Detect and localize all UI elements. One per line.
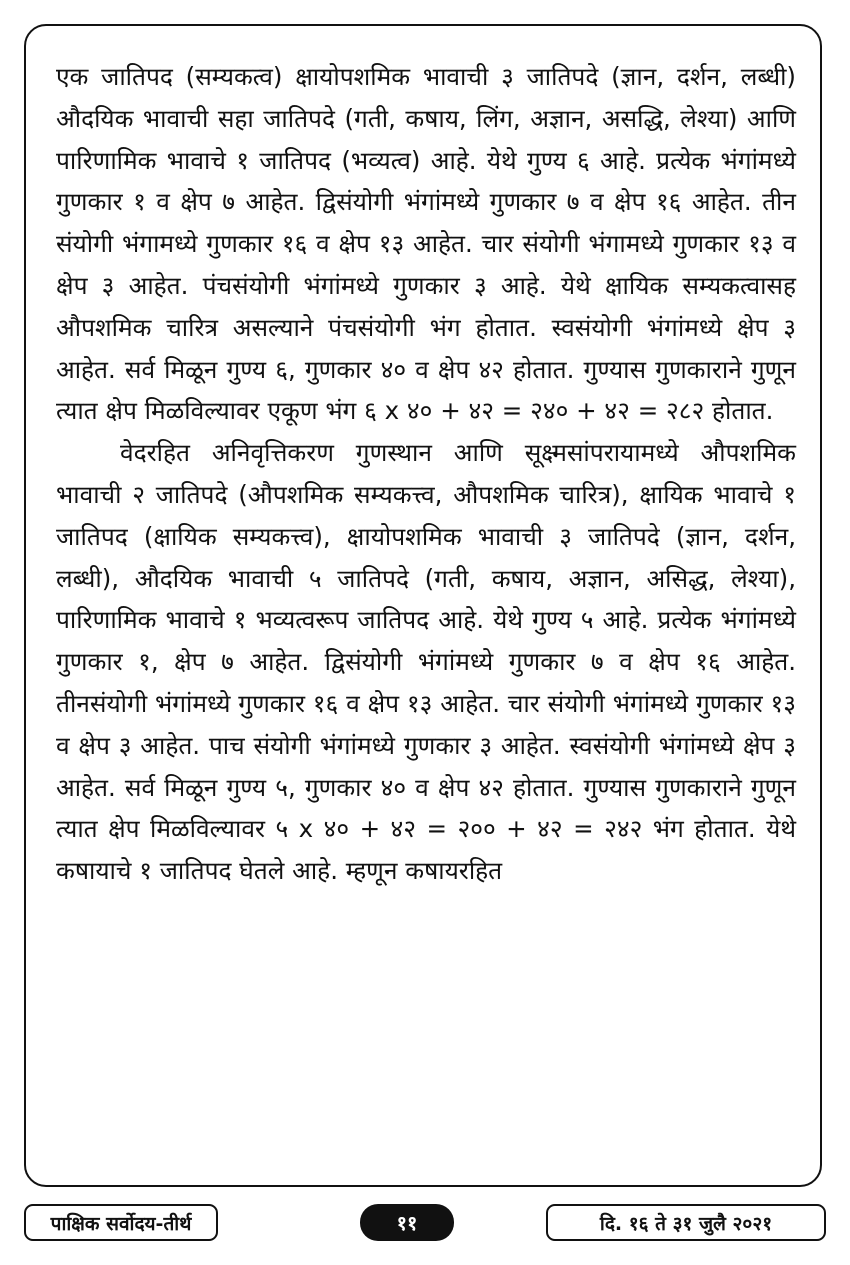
- body-text: [56, 56, 796, 892]
- paragraph-2: वेदरहित अनिवृत्तिकरण गुणस्थान आणि सूक्ष्मसांपरायामध्ये औपशमिक भावाची २ जातिपदे (औपशमिक सम्यकत्त्व, औपशमिक चारित्र), क्षायिक भावाचे १ जातिपद (क्षायिक सम्यकत्त्व), क्षायोपशमिक भावाची ३ जातिपदे (ज्ञान, दर्शन, लब्धी), औदयिक भावाची ५ जातिपदे (गती, कषाय, अज्ञान, असिद्ध, लेश्या), पारिणामिक भावाचे १ भव्यत्वरूप जातिपद आहे. येथे गुण्य ५ आहे. प्रत्येक भंगांमध्ये गुणकार १, क्षेप ७ आहेत. द्विसंयोगी भंगांमध्ये गुणकार ७ व क्षेप १६ आहेत. तीनसंयोगी भंगांमध्ये गुणकार १६ व क्षेप १३ आहेत. चार संयोगी भंगांमध्ये गुणकार १३ व क्षेप ३ आहेत. पाच संयोगी भंगांमध्ये गुणकार ३ आहेत. स्वसंयोगी भंगांमध्ये क्षेप ३ आहेत. सर्व मिळून गुण्य ५, गुणकार ४० व क्षेप ४२ होतात. गुण्यास गुणकाराने गुणून त्यात क्षेप मिळविल्यावर ५ x ४० + ४२ = २०० + ४२ = २४२ भंग होतात. येथे कषायाचे १ जातिपद घेतले आहे. म्हणून कषायरहित: [56, 438, 796, 886]
- issue-date: दि. १६ ते ३१ जुलै २०२१: [546, 1204, 826, 1241]
- publication-name: पाक्षिक सर्वोदय-तीर्थ: [24, 1204, 218, 1241]
- page-number: ११: [360, 1204, 454, 1241]
- paragraph-1: एक जातिपद (सम्यकत्व) क्षायोपशमिक भावाची ३ जातिपदे (ज्ञान, दर्शन, लब्धी) औदयिक भावाची सहा जातिपदे (गती, कषाय, लिंग, अज्ञान, असद्धि, लेश्या) आणि पारिणामिक भावाचे १ जातिपद (भव्यत्व) आहे. येथे गुण्य ६ आहे. प्रत्येक भंगांमध्ये गुणकार १ व क्षेप ७ आहेत. द्विसंयोगी भंगांमध्ये गुणकार ७ व क्षेप १६ आहेत. तीन संयोगी भंगामध्ये गुणकार १६ व क्षेप १३ आहेत. चार संयोगी भंगामध्ये गुणकार १३ व क्षेप ३ आहेत. पंचसंयोगी भंगांमध्ये गुणकार ३ आहे. येथे क्षायिक सम्यकत्वासह औपशमिक चारित्र असल्याने पंचसंयोगी भंग होतात. स्वसंयोगी भंगांमध्ये क्षेप ३ आहेत. सर्व मिळून गुण्य ६, गुणकार ४० व क्षेप ४२ होतात. गुण्यास गुणकाराने गुणून त्यात क्षेप मिळविल्यावर एकूण भंग ६ x ४० + ४२ = २४० + ४२ = २८२ होतात.: [56, 62, 796, 426]
